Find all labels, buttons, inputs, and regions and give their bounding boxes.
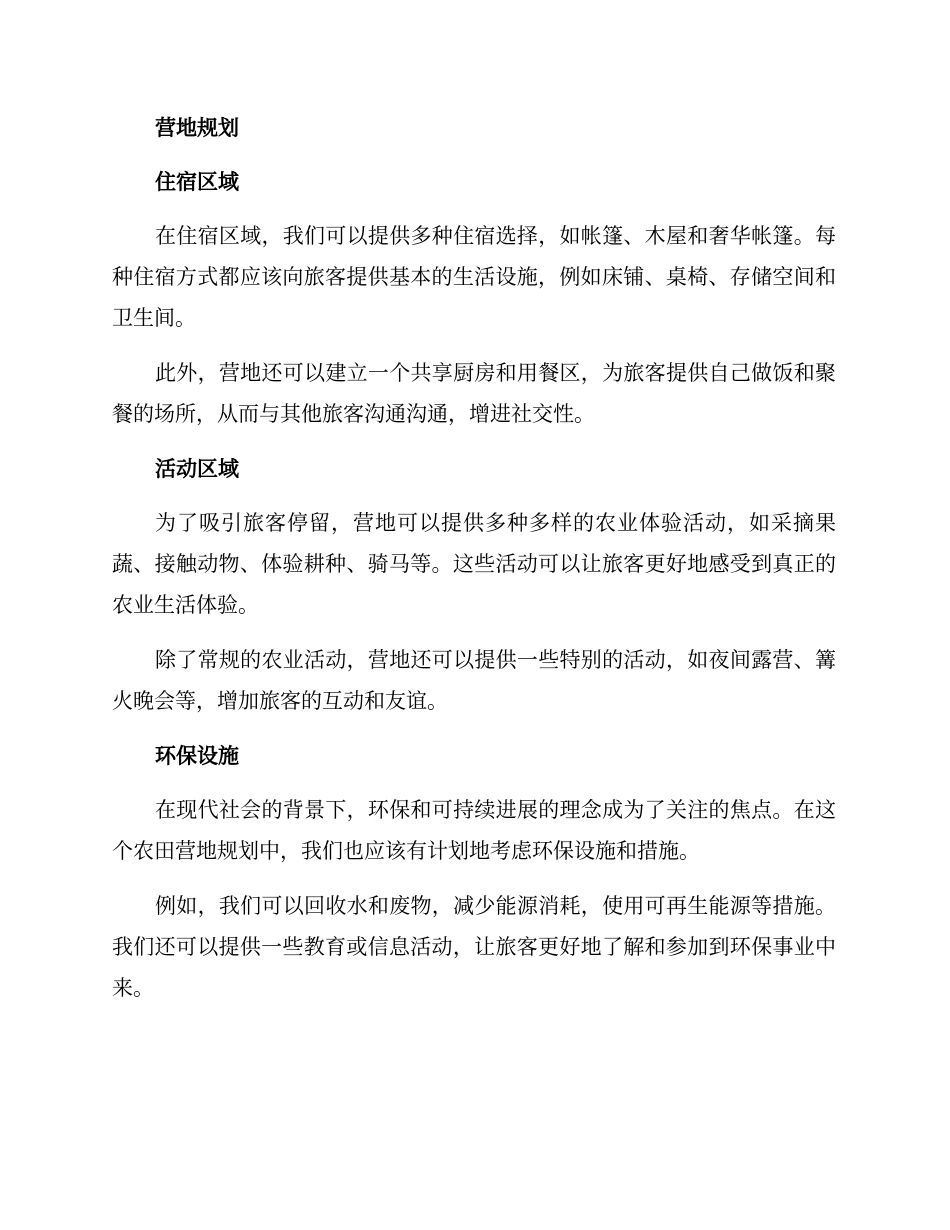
activities-paragraph-1: 为了吸引旅客停留，营地可以提供多种多样的农业体验活动，如采摘果蔬、接触动物、体验耕种、骑马等。这些活动可以让旅客更好地感受到真正的农业生活体验。 [112, 511, 836, 617]
section-heading-lodging: 住宿区域 [155, 170, 239, 194]
environment-paragraph-1: 在现代社会的背景下，环保和可持续进展的理念成为了关注的焦点。在这个农田营地规划中，我们也应该有计划地考虑环保设施和措施。 [112, 798, 836, 863]
lodging-paragraph-1: 在住宿区域，我们可以提供多种住宿选择，如帐篷、木屋和奢华帐篷。每种住宿方式都应该向旅客提供基本的生活设施，例如床铺、桌椅、存储空间和卫生间。 [112, 224, 836, 330]
document-title: 营地规划 [155, 116, 239, 140]
section-heading-environment: 环保设施 [155, 744, 239, 768]
lodging-paragraph-2: 此外，营地还可以建立一个共享厨房和用餐区，为旅客提供自己做饭和聚餐的场所，从而与其他旅客沟通沟通，增进社交性。 [112, 361, 836, 426]
document-page [112, 108, 836, 1023]
section-heading-activities: 活动区域 [155, 457, 239, 481]
environment-paragraph-2: 例如，我们可以回收水和废物，减少能源消耗，使用可再生能源等措施。我们还可以提供一些教育或信息活动，让旅客更好地了解和参加到环保事业中来。 [112, 894, 836, 1000]
activities-paragraph-2: 除了常规的农业活动，营地还可以提供一些特别的活动，如夜间露营、篝火晚会等，增加旅客的互动和友谊。 [112, 648, 836, 713]
